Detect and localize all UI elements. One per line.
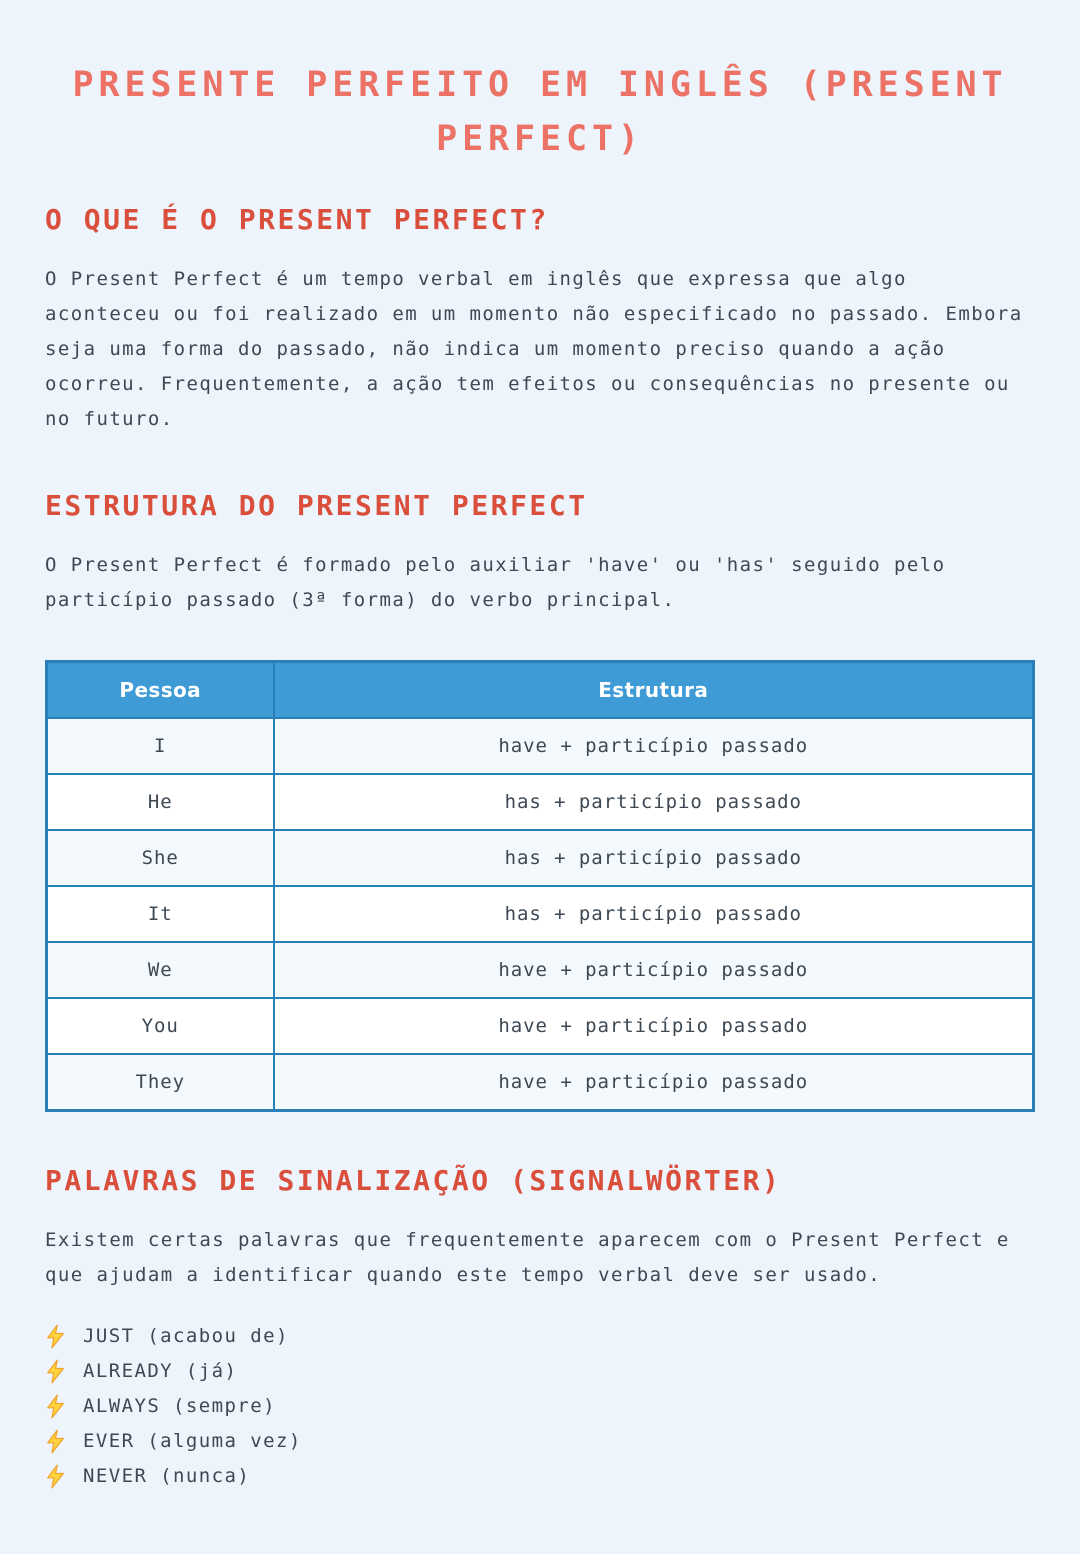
table-cell-structure: have + particípio passado xyxy=(274,942,1034,998)
structure-table-body xyxy=(47,718,1034,1111)
signal-word-label: ALWAYS (sempre) xyxy=(83,1394,276,1417)
table-row xyxy=(47,886,1034,942)
table-cell-person: They xyxy=(47,1054,274,1111)
table-cell-person: It xyxy=(47,886,274,942)
section-body-what-is: O Present Perfect é um tempo verbal em inglês que expressa que algo aconteceu ou foi realizado em um momento não especificado no passado. Embora seja uma forma do passado, não indica um momento preciso quando a ação ocorreu. Frequentemente, a ação tem efeitos ou consequências no presente ou no futuro. xyxy=(45,267,1023,430)
table-row xyxy=(47,718,1034,774)
list-item xyxy=(45,1389,1035,1424)
signal-word-label: EVER (alguma vez) xyxy=(83,1429,302,1452)
table-header-estrutura: Estrutura xyxy=(274,661,1034,718)
table-cell-structure: has + particípio passado xyxy=(274,886,1034,942)
table-cell-person: You xyxy=(47,998,274,1054)
table-row xyxy=(47,830,1034,886)
table-header-row xyxy=(47,661,1034,718)
table-cell-person: He xyxy=(47,774,274,830)
table-cell-structure: have + particípio passado xyxy=(274,1054,1034,1111)
section-heading-signal-words: PALAVRAS DE SINALIZAÇÃO (SIGNALWÖRTER) xyxy=(45,1163,782,1197)
section-body-structure: O Present Perfect é formado pelo auxiliar 'have' ou 'has' seguido pelo particípio passado (3ª forma) do verbo principal. xyxy=(45,553,946,611)
section-heading-what-is: O QUE É O PRESENT PERFECT? xyxy=(45,202,549,236)
section-heading-structure: ESTRUTURA DO PRESENT PERFECT xyxy=(45,488,588,522)
list-item xyxy=(45,1354,1035,1389)
table-cell-person: We xyxy=(47,942,274,998)
section-what-is-present-perfect xyxy=(45,203,1035,437)
table-cell-structure: has + particípio passado xyxy=(274,830,1034,886)
lightning-bolt-icon xyxy=(45,1394,66,1419)
section-body-signal-words: Existem certas palavras que frequentemente aparecem com o Present Perfect e que ajudam a identificar quando este tempo verbal deve ser usado. xyxy=(45,1228,1010,1286)
structure-table-head xyxy=(47,661,1034,718)
signal-words-list xyxy=(45,1319,1035,1494)
table-cell-structure: have + particípio passado xyxy=(274,718,1034,774)
signal-word-label: ALREADY (já) xyxy=(83,1359,238,1382)
signal-word-label: JUST (acabou de) xyxy=(83,1324,289,1347)
table-cell-structure: has + particípio passado xyxy=(274,774,1034,830)
section-structure xyxy=(45,489,1035,1112)
structure-table xyxy=(45,660,1035,1112)
table-cell-structure: have + particípio passado xyxy=(274,998,1034,1054)
signal-word-label: NEVER (nunca) xyxy=(83,1464,251,1487)
lightning-bolt-icon xyxy=(45,1429,66,1454)
list-item xyxy=(45,1459,1035,1494)
table-cell-person: I xyxy=(47,718,274,774)
section-signal-words xyxy=(45,1164,1035,1494)
page-title: PRESENTE PERFEITO EM INGLÊS (PRESENT PERFECT) xyxy=(72,65,1008,160)
lightning-bolt-icon xyxy=(45,1464,66,1489)
table-row xyxy=(47,1054,1034,1111)
list-item xyxy=(45,1319,1035,1354)
lightning-bolt-icon xyxy=(45,1359,66,1384)
table-row xyxy=(47,942,1034,998)
table-row xyxy=(47,774,1034,830)
table-row xyxy=(47,998,1034,1054)
table-header-pessoa: Pessoa xyxy=(47,661,274,718)
lightning-bolt-icon xyxy=(45,1324,66,1349)
list-item xyxy=(45,1424,1035,1459)
table-cell-person: She xyxy=(47,830,274,886)
